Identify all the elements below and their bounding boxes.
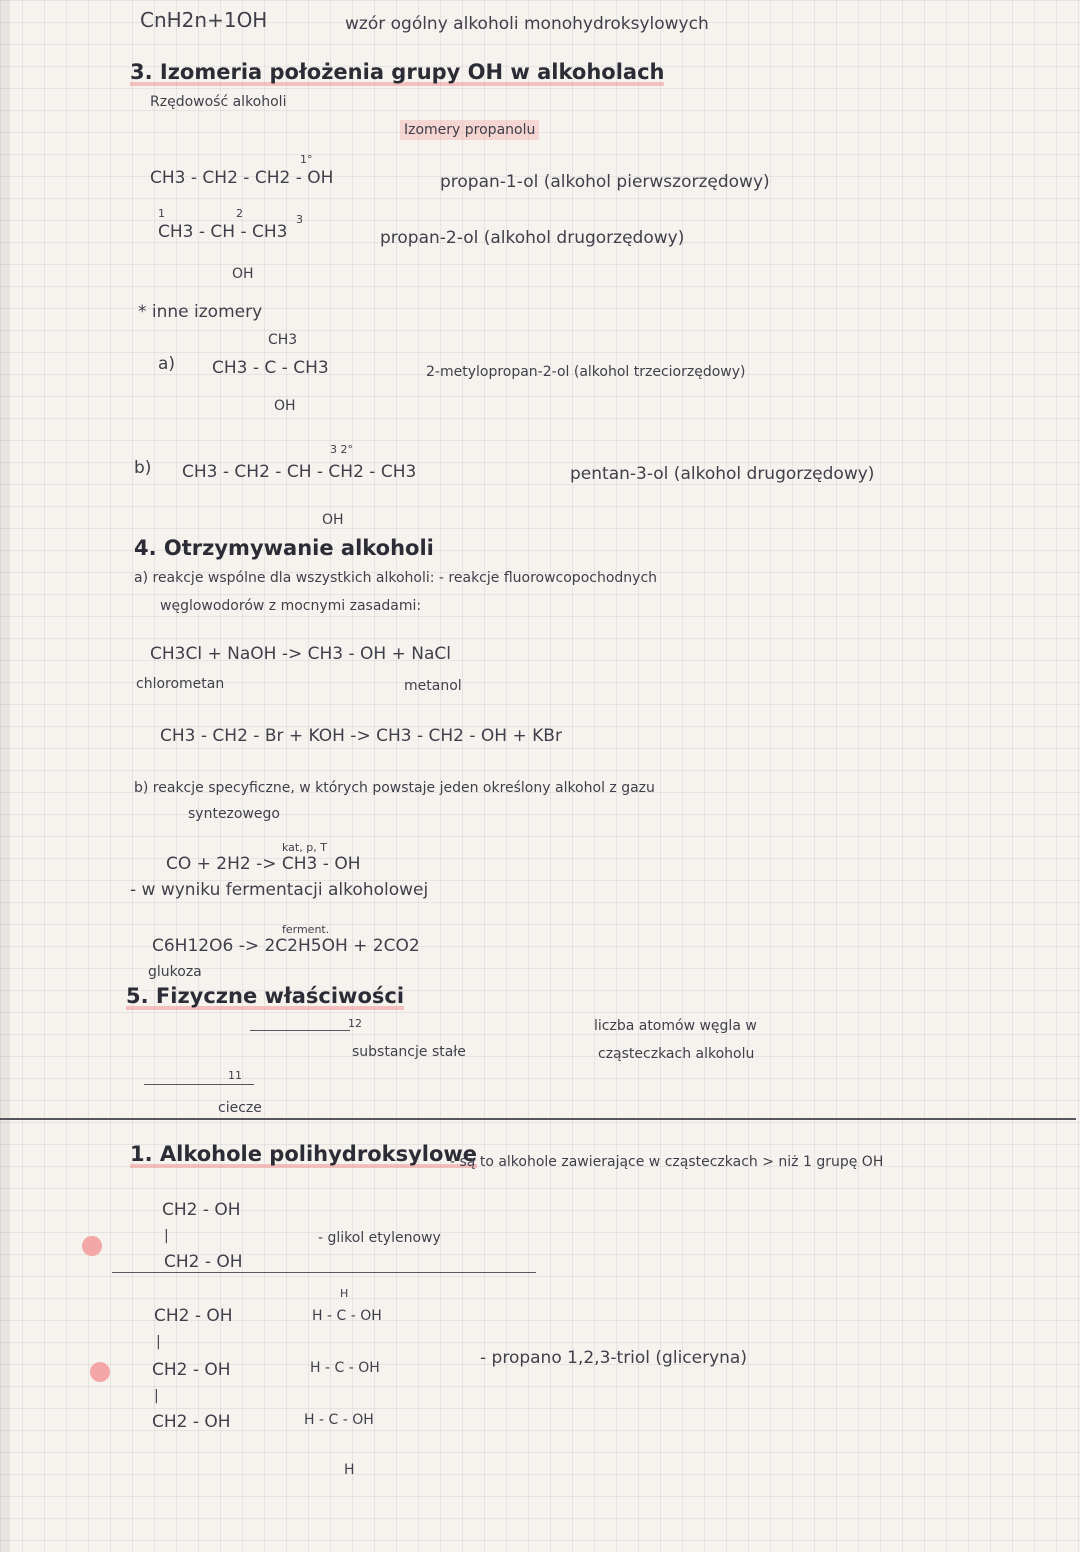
other-isomers-label: * inne izomery [138,302,263,322]
glycerol-bond-1: | [156,1334,161,1350]
b-formula: CH3 - CH2 - CH - CH2 - CH3 [182,462,417,482]
b-nums: 3 2° [330,443,353,456]
isomers-title: Izomery propanolu [400,120,539,140]
row1-name: propan-1-ol (alkohol pierwszorzędowy) [440,172,770,192]
reaction3: CO + 2H2 -> CH3 - OH [166,854,361,874]
glycol-bond: | [164,1228,169,1244]
carbon-note-line1: liczba atomów węgla w [594,1018,757,1034]
section3-heading: 3. Izomeria położenia grupy OH w alkoholach [130,60,665,84]
reaction2: CH3 - CH2 - Br + KOH -> CH3 - CH2 - OH + KBr [160,726,562,746]
liquids-arrow-line [144,1084,254,1085]
reaction4: C6H12O6 -> 2C2H5OH + 2CO2 [152,936,420,956]
section4-a-line2: węglowodorów z mocnymi zasadami: [160,598,422,614]
row2-formula: CH3 - CH - CH3 [158,222,288,242]
b-label: b) [134,458,152,478]
b-name: pentan-3-ol (alkohol drugorzędowy) [570,464,875,484]
structural-h-bottom: H [344,1462,355,1478]
structural-row1: H - C - OH [312,1308,382,1324]
row2-num-3: 3 [296,213,303,226]
reaction3-condition: kat, p, T [282,841,327,854]
section4-b-line1: b) reakcje specyficzne, w których powstaje jeden określony alkohol z gazu [134,780,655,796]
section5-liquids: ciecze [218,1100,262,1116]
section5-heading: 5. Fizyczne właściwości [126,984,405,1008]
section4-a-line1: a) reakcje wspólne dla wszystkich alkoholi: - reakcje fluorowcopochodnych [134,570,658,586]
row2-oh: OH [232,266,254,282]
reaction4-condition: ferment. [282,923,330,936]
section5-solids: substancje stałe [352,1044,466,1060]
row2-num-2: 2 [236,207,243,220]
a-oh: OH [274,398,296,414]
page-edge-shadow [0,0,10,1552]
row1-formula: CH3 - CH2 - CH2 - OH [150,168,334,188]
margin-dot-2 [90,1362,110,1382]
glycol-row2: CH2 - OH [164,1252,243,1272]
reaction1: CH3Cl + NaOH -> CH3 - OH + NaCl [150,644,451,664]
a-ch3-top: CH3 [268,332,298,348]
section5-n12: 12 [348,1017,362,1030]
reaction1-left-name: chlorometan [136,676,225,692]
section4-b-line2: syntezowego [188,806,280,822]
poly-heading: 1. Alkohole polihydroksylowe [130,1142,478,1166]
a-name: 2-metylopropan-2-ol (alkohol trzeciorzędowy) [426,364,746,380]
glycerol-row1: CH2 - OH [154,1306,233,1326]
glycol-underline [112,1272,536,1273]
fermentation-line: - w wyniku fermentacji alkoholowej [130,880,429,900]
section3-subheading: Rzędowość alkoholi [150,94,287,110]
structural-h-top: H [340,1287,349,1300]
structural-row3: H - C - OH [304,1412,374,1428]
glycerol-row2: CH2 - OH [152,1360,231,1380]
glycol-name: - glikol etylenowy [318,1230,441,1246]
reaction4-left-name: glukoza [148,964,202,980]
page-separator-line [0,1118,1076,1120]
section4-heading: 4. Otrzymywanie alkoholi [134,536,434,560]
glycerol-bond-2: | [154,1388,159,1404]
row2-num-1: 1 [158,207,165,220]
glycerol-name: - propano 1,2,3-triol (gliceryna) [480,1348,747,1368]
solids-arrow-line [250,1030,350,1031]
row1-degree: 1° [300,153,313,166]
structural-row2: H - C - OH [310,1360,380,1376]
a-formula: CH3 - C - CH3 [212,358,329,378]
a-label: a) [158,354,176,374]
carbon-note-line2: cząsteczkach alkoholu [598,1046,755,1062]
b-oh: OH [322,512,344,528]
glycerol-row3: CH2 - OH [152,1412,231,1432]
poly-definition: - są to alkohole zawierające w cząsteczkach > niż 1 grupę OH [450,1154,884,1170]
row2-name: propan-2-ol (alkohol drugorzędowy) [380,228,685,248]
general-formula-desc: wzór ogólny alkoholi monohydroksylowych [345,14,709,34]
glycol-row1: CH2 - OH [162,1200,241,1220]
margin-dot-1 [82,1236,102,1256]
reaction1-right-name: metanol [404,678,462,694]
general-formula: CnH2n+1OH [140,8,268,32]
section5-n11: 11 [228,1069,242,1082]
